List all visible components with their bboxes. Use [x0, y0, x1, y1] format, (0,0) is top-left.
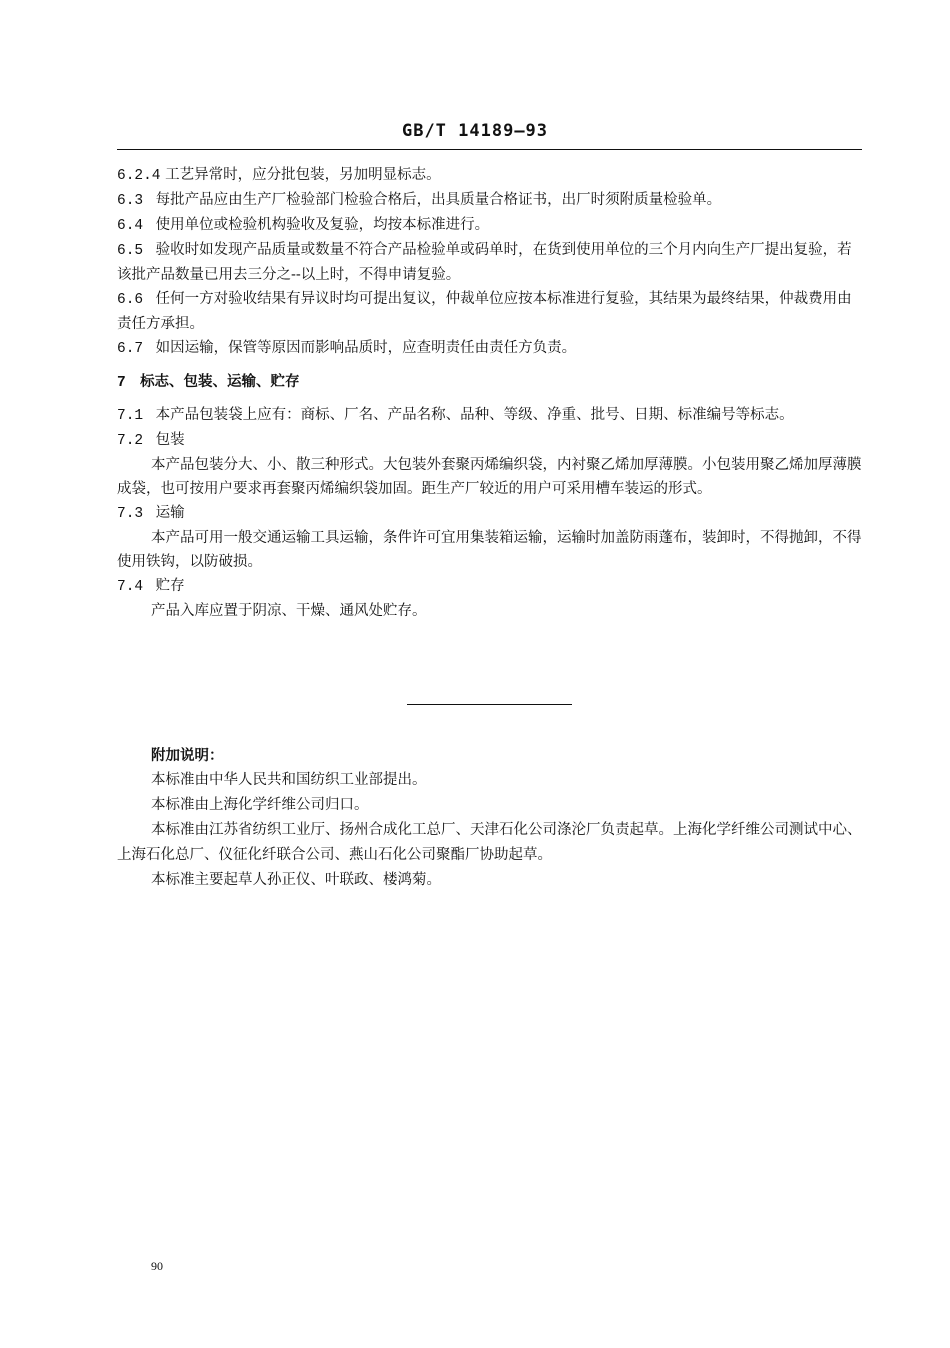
- end-divider: [407, 704, 572, 705]
- note-line: 本标准由上海化学纤维公司归口。: [151, 797, 369, 813]
- clause-number: 7.2: [117, 433, 144, 449]
- clause-6-2-4: [117, 163, 862, 188]
- clause-number: 6.2.4: [117, 168, 161, 184]
- clause-number: 6.6: [117, 292, 144, 308]
- clause-7-2-text: 本产品包装分大、小、散三种形式。大包装外套聚丙烯编织袋，内衬聚乙烯加厚薄膜。小包装用聚乙烯加厚薄膜成袋，也可按用户要求再套聚丙烯编织袋加固。距生产厂较近的用户可采用槽车装运的形式。: [117, 457, 862, 497]
- clause-number: 7.1: [117, 408, 144, 424]
- header-rule: [117, 149, 862, 150]
- section-title: 标志、包装、运输、贮存: [140, 373, 300, 390]
- clause-7-4-heading: [117, 574, 862, 599]
- clause-number: 7.4: [117, 579, 144, 595]
- section-number: 7: [117, 375, 126, 391]
- clause-number: 6.4: [117, 218, 144, 234]
- note-line: 本标准主要起草人孙正仪、叶联政、楼鸿菊。: [151, 872, 441, 888]
- clause-title: 贮存: [155, 578, 185, 594]
- clause-text: 如因运输，保管等原因而影响品质时，应查明责任由责任方负责。: [155, 340, 577, 356]
- clause-text: 本产品包装袋上应有：商标、厂名、产品名称、品种、等级、净重、批号、日期、标准编号等标志。: [155, 407, 794, 423]
- clause-text: 每批产品应由生产厂检验部门检验合格后，出具质量合格证书，出厂时须附质量检验单。: [155, 192, 722, 208]
- clause-7-3-text: 本产品可用一般交通运输工具运输，条件许可宜用集装箱运输，运输时加盖防雨蓬布，装卸时，不得抛卸，不得使用铁钩，以防破损。: [117, 530, 862, 570]
- clause-6-7: [117, 336, 862, 361]
- clause-number: 6.7: [117, 341, 144, 357]
- clause-text: 任何一方对验收结果有异议时均可提出复议，仲裁单位应按本标准进行复验，其结果为最终结果，仲裁费用由责任方承担。: [117, 291, 852, 332]
- note-line: 本标准由江苏省纺织工业厅、扬州合成化工总厂、天津石化公司涤沦厂负责起草。上海化学纤维公司测试中心、上海石化总厂、仪征化纤联合公司、燕山石化公司聚酯厂协助起草。: [117, 822, 862, 863]
- clause-6-3: [117, 188, 862, 213]
- additional-notes: [117, 743, 862, 893]
- notes-title: 附加说明：: [151, 747, 224, 764]
- clause-7-2-heading: [117, 428, 862, 453]
- clause-7-4-text: 产品入库应置于阴凉、干燥、通风处贮存。: [151, 603, 427, 619]
- clause-text: 使用单位或检验机构验收及复验，均按本标准进行。: [155, 217, 490, 233]
- standard-code-header: GB/T 14189—93: [401, 121, 549, 141]
- clause-title: 包装: [155, 432, 185, 448]
- main-body: [117, 163, 862, 623]
- clause-title: 运输: [155, 505, 185, 521]
- page-number: 90: [151, 1259, 163, 1273]
- clause-7-1: [117, 403, 862, 428]
- clause-6-4: [117, 213, 862, 238]
- section-7-heading: [117, 370, 862, 395]
- note-line: 本标准由中华人民共和国纺织工业部提出。: [151, 772, 427, 788]
- clause-6-6: [117, 287, 862, 336]
- clause-number: 6.3: [117, 193, 144, 209]
- clause-text: 验收时如发现产品质量或数量不符合产品检验单或码单时，在货到使用单位的三个月内向生产厂提出复验，若该批产品数量已用去三分之--以上时，不得申请复验。: [117, 242, 852, 283]
- clause-number: 6.5: [117, 243, 144, 259]
- clause-number: 7.3: [117, 506, 144, 522]
- clause-7-3-heading: [117, 501, 862, 526]
- clause-6-5: [117, 238, 862, 287]
- clause-text: 工艺异常时，应分批包装，另加明显标志。: [165, 167, 441, 183]
